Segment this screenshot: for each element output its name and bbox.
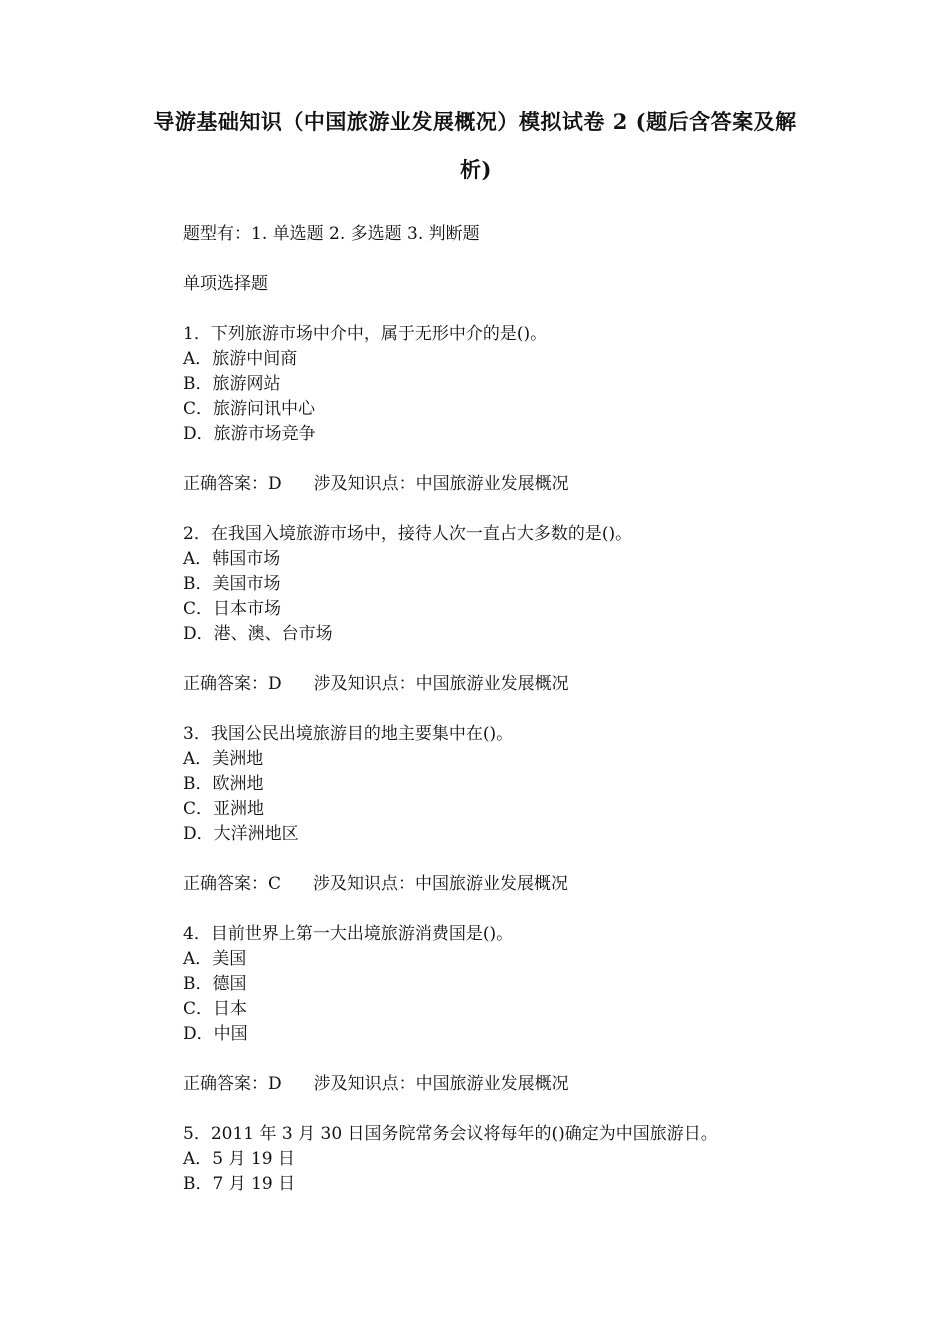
question-block (183, 322, 823, 522)
question-block (183, 1122, 823, 1197)
question-stem: 1．下列旅游市场中介中，属于无形中介的是()。 (183, 324, 548, 344)
answer-line (183, 872, 823, 897)
correct-answer: 正确答案：D (183, 474, 282, 494)
question-option: A．5 月 19 日 (183, 1149, 295, 1169)
knowledge-point: 涉及知识点：中国旅游业发展概况 (313, 874, 569, 894)
document-body (183, 222, 823, 1197)
question-stem: 2．在我国入境旅游市场中，接待人次一直占大多数的是()。 (183, 524, 633, 544)
question-block (183, 522, 823, 722)
knowledge-point: 涉及知识点：中国旅游业发展概况 (313, 674, 569, 694)
question-option: D．港、澳、台市场 (183, 624, 333, 644)
question-option: B．7 月 19 日 (183, 1174, 296, 1194)
question-option: D．旅游市场竞争 (183, 424, 316, 444)
question-stem: 3．我国公民出境旅游目的地主要集中在()。 (183, 724, 514, 744)
question-option: D．大洋洲地区 (183, 824, 299, 844)
question-stem: 4．目前世界上第一大出境旅游消费国是()。 (183, 924, 514, 944)
question-types: 题型有：1. 单选题 2. 多选题 3. 判断题 (183, 224, 480, 244)
question-stem: 5．2011 年 3 月 30 日国务院常务会议将每年的()确定为中国旅游日。 (183, 1124, 718, 1144)
correct-answer: 正确答案：D (183, 1074, 282, 1094)
question-option: D．中国 (183, 1024, 248, 1044)
answer-line (183, 472, 823, 497)
question-option: C．旅游问讯中心 (183, 399, 316, 419)
section-label: 单项选择题 (183, 274, 268, 294)
correct-answer: 正确答案：D (183, 674, 282, 694)
question-option: C．亚洲地 (183, 799, 265, 819)
knowledge-point: 涉及知识点：中国旅游业发展概况 (313, 474, 569, 494)
knowledge-point: 涉及知识点：中国旅游业发展概况 (313, 1074, 569, 1094)
document-title-line-1: 导游基础知识（中国旅游业发展概况）模拟试卷 2 (题后含答案及解 (153, 109, 797, 134)
question-option: A．美洲地 (183, 749, 264, 769)
question-option: C．日本市场 (183, 599, 282, 619)
question-option: B．美国市场 (183, 574, 281, 594)
question-option: B．欧洲地 (183, 774, 264, 794)
question-option: B．德国 (183, 974, 247, 994)
question-option: B．旅游网站 (183, 374, 281, 394)
question-option: A．旅游中间商 (183, 349, 298, 369)
question-option: C．日本 (183, 999, 248, 1019)
question-block (183, 922, 823, 1122)
question-block (183, 722, 823, 922)
answer-line (183, 672, 823, 697)
answer-line (183, 1072, 823, 1097)
question-option: A．韩国市场 (183, 549, 281, 569)
correct-answer: 正确答案：C (183, 874, 282, 894)
question-option: A．美国 (183, 949, 247, 969)
document-title-line-2: 析) (460, 157, 492, 182)
